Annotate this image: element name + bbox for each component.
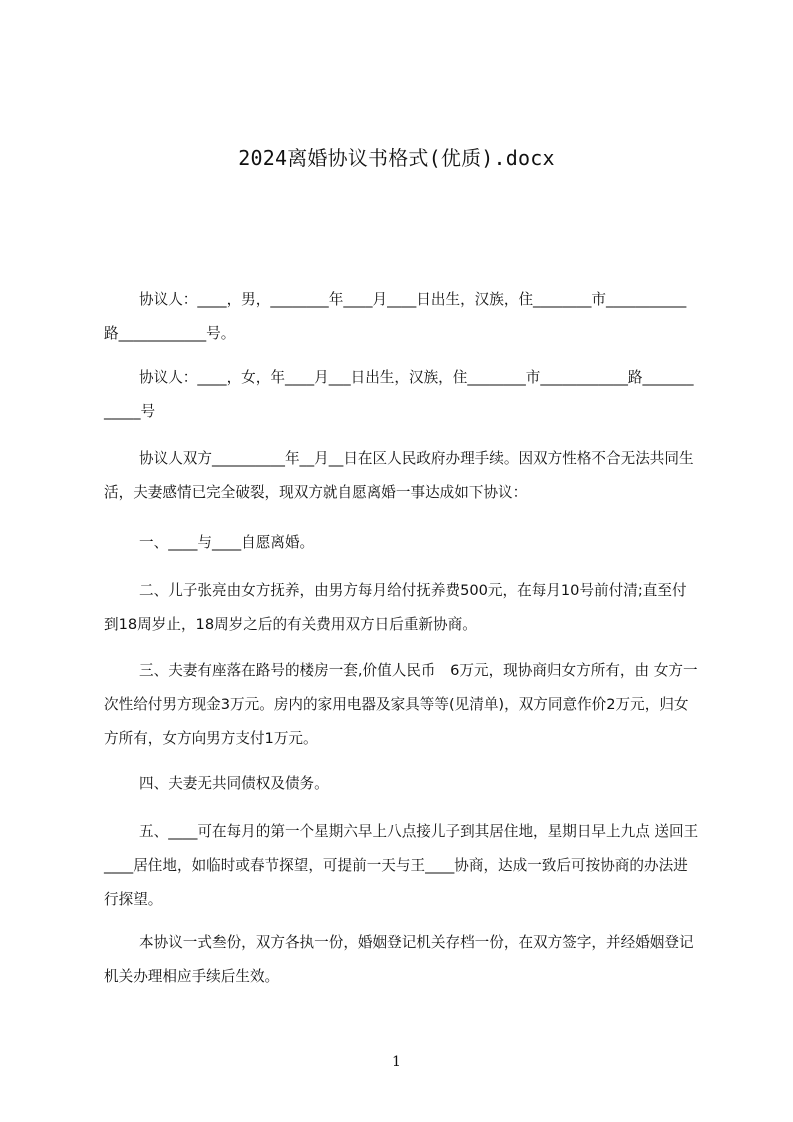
clause-2-custody: 二、儿子张亮由女方抚养，由男方每月给付抚养费500元，在每月10号前付清;直至付到18周岁止，18周岁之后的有关费用双方日后重新协商。: [104, 582, 687, 633]
document-title: 2024离婚协议书格式(优质).docx: [238, 146, 555, 170]
paragraph-effectiveness: 本协议一式叁份，双方各执一份，婚姻登记机关存档一份，在双方签字，并经婚姻登记机关办理相应手续后生效。: [104, 934, 694, 985]
page-number: 1: [392, 1054, 401, 1070]
clause-5-visitation: 五、____可在每月的第一个星期六早上八点接儿子到其居住地，星期日早上九点 送回王____居住地，如临时或春节探望，可提前一天与王____协商，达成一致后可按协商的办法进行探望。: [104, 823, 699, 908]
clause-1-divorce: 一、____与____自愿离婚。: [139, 534, 315, 551]
paragraph-preamble: 协议人双方__________年__月__日在区人民政府办理手续。因双方性格不合无法共同生活，夫妻感情已完全破裂，现双方就自愿离婚一事达成如下协议：: [104, 450, 694, 501]
paragraph-party-male: 协议人：____，男，________年____月____日出生，汉族，住________市___________路____________号。: [104, 291, 687, 342]
clause-4-debts: 四、夫妻无共同债权及债务。: [139, 775, 329, 792]
paragraph-party-female: 协议人：____，女，年____月___日出生，汉族，住________市____________路____________号: [104, 369, 694, 420]
clause-3-property: 三、夫妻有座落在路号的楼房一套,价值人民币 6万元，现协商归女方所有，由 女方一次性给付男方现金3万元。房内的家用电器及家具等等(见清单)，双方同意作价2万元，归女方所有，女方向男方支付1万元。: [104, 662, 698, 747]
